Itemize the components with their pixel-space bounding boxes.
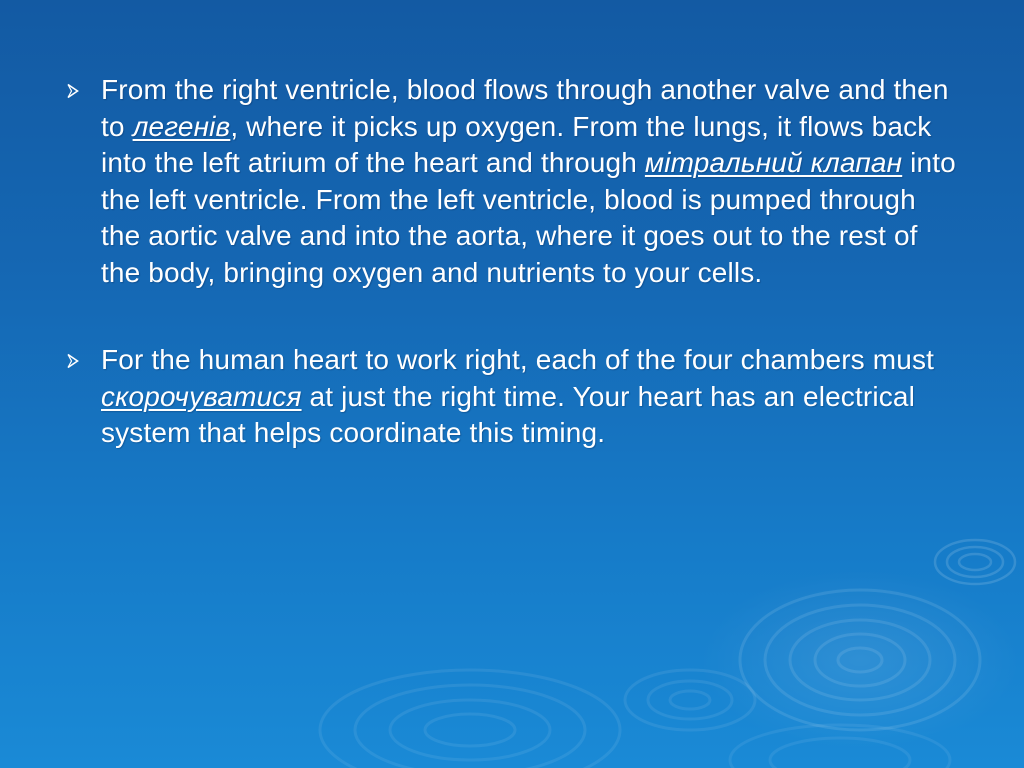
text-segment: into the left ventricle. From the left ventricle, blood is pumped through the aortic valve and into the aorta, where it goes out to the rest of the body, bringing oxygen and nutrients to your cells. bbox=[101, 147, 956, 288]
text-segment: , where it picks up oxygen. From the lungs, it flows back into the left atrium of the heart and through bbox=[101, 110, 932, 178]
term-contract: скорочуватися bbox=[101, 380, 302, 412]
bullet-text bbox=[101, 344, 934, 448]
text-segment: For the human heart to work right, each of the four chambers must bbox=[101, 344, 935, 375]
text-segment: From the right ventricle, blood flows through another valve and then to bbox=[101, 74, 949, 142]
term-mitral-valve: мітральний клапан bbox=[644, 147, 903, 178]
text-segment: at just the right time. Your heart has an electrical system that helps coordinate this timing. bbox=[101, 380, 915, 448]
bullet-list bbox=[60, 72, 960, 503]
bullet-item-blood-flow bbox=[60, 72, 960, 291]
chevron-right-icon bbox=[65, 83, 81, 99]
chevron-right-icon bbox=[65, 353, 81, 369]
bullet-text bbox=[101, 74, 956, 288]
term-lungs: легенів bbox=[132, 110, 231, 142]
bullet-item-heart-timing bbox=[60, 342, 960, 452]
